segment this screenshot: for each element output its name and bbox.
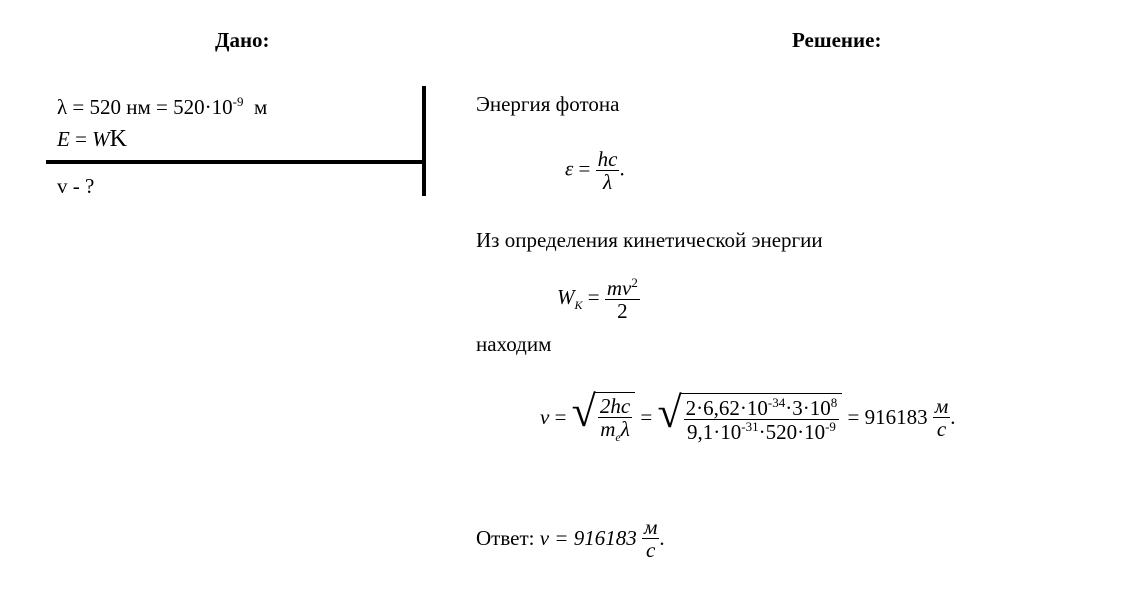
given-header: Дано: bbox=[215, 28, 270, 52]
given-divider bbox=[46, 160, 426, 164]
given-vertical-rule bbox=[422, 86, 426, 196]
formula-velocity: v = √ $\frac{2hc}{m_e\lambda}$ = √ $\frac{2\cdot 6,62\cdot 10^{-34}\cdot 3\cdot 10^8}{9,1\cdot 10^{-31}\cdot 520\cdot 10^{-9}}$ = 916183 $\frac{м}{с}$ . bbox=[540, 387, 956, 445]
formula-kinetic-energy: $W_K$ = $\frac{mv^2}{2}$ bbox=[557, 275, 638, 324]
given-find: v - ? bbox=[57, 174, 95, 198]
answer: Ответ: v = 916183 $\frac{м}{с}$ . bbox=[476, 515, 665, 563]
solution-text-photon-energy: Энергия фотона bbox=[476, 92, 620, 116]
solution-text-find: находим bbox=[476, 332, 552, 356]
solution-header: Решение: bbox=[792, 28, 882, 52]
given-energy: E = WK bbox=[57, 126, 128, 152]
solution-text-kinetic: Из определения кинетической энергии bbox=[476, 228, 823, 252]
formula-photon-energy: ε = $\frac{hc}{\lambda}$ . bbox=[565, 147, 625, 195]
given-wavelength: λ = 520 нм = $520\cdot 10^{-9}$ м bbox=[57, 94, 268, 119]
answer-value: v = 916183 bbox=[539, 526, 637, 551]
answer-label: Ответ: bbox=[476, 526, 535, 551]
